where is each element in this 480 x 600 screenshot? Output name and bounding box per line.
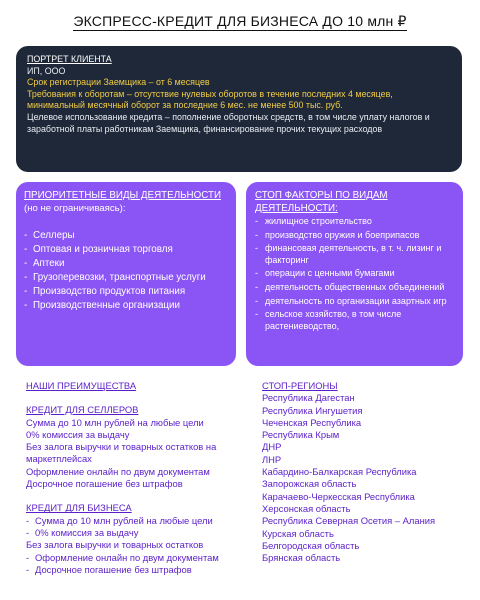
- list-item: - деятельность общественных объединений: [255, 282, 455, 293]
- list-item: - Оформление онлайн по двум документам: [26, 552, 256, 564]
- priority-activities-note: (но не ограничиваясь):: [24, 202, 126, 214]
- list-item: - Сумма до 10 млн рублей на любые цели: [26, 515, 256, 527]
- client-portrait-heading: ПОРТРЕТ КЛИЕНТА: [27, 54, 112, 64]
- list-item: Белгородская область: [262, 539, 360, 551]
- turnover-requirements: Требования к оборотам – отсутствие нулевых оборотов в течение последних 4 месяцев, минимальный месячный оборот за последние 6 мес. не менее 500 тыс. руб.: [27, 88, 393, 111]
- priority-activities-list: [24, 230, 228, 313]
- list-item: - Селлеры: [24, 230, 228, 243]
- page-title-text: ЭКСПРЕСС-КРЕДИТ ДЛЯ БИЗНЕСА ДО 10 млн ₽: [73, 13, 407, 29]
- stop-regions-column: [262, 380, 474, 564]
- list-item: - Оптовая и розничная торговля: [24, 244, 228, 257]
- list-item: Без залога выручки и товарных остатков: [26, 539, 204, 551]
- list-item: - деятельность по организации азартных игр: [255, 296, 455, 307]
- client-type: ИП, ООО: [27, 65, 66, 76]
- business-credit-heading: КРЕДИТ ДЛЯ БИЗНЕСА: [26, 502, 132, 514]
- advantages-heading: НАШИ ПРЕИМУЩЕСТВА: [26, 380, 137, 391]
- list-item: Оформление онлайн по двум документам: [26, 465, 210, 477]
- priority-activities-card: [16, 182, 236, 366]
- advantages-column: [26, 380, 256, 576]
- stop-factors-list: [255, 216, 455, 332]
- list-item: - сельское хозяйство, в том числе растениеводство,: [255, 309, 455, 332]
- registration-term: Срок регистрации Заемщика – от 6 месяцев: [27, 77, 210, 88]
- priority-activities-heading: ПРИОРИТЕТНЫЕ ВИДЫ ДЕЯТЕЛЬНОСТИ: [24, 190, 222, 201]
- list-item: - Аптеки: [24, 258, 228, 271]
- list-item: Кабардино-Балкарская Республика: [262, 466, 417, 478]
- list-item: Республика Крым: [262, 429, 340, 441]
- list-item: Карачаево-Черкесская Республика: [262, 490, 415, 502]
- list-item: Сумма до 10 млн рублей на любые цели: [26, 416, 204, 428]
- list-item: - жилищное строительство: [255, 216, 455, 227]
- stop-factors-heading: СТОП ФАКТОРЫ ПО ВИДАМ ДЕЯТЕЛЬНОСТИ:: [255, 190, 388, 214]
- loan-purpose: Целевое использование кредита – пополнение оборотных средств, в том числе уплату налогов и заработной платы работникам Заемщика, финансирование прочих текущих расходов: [27, 111, 430, 134]
- page-title: [0, 13, 480, 30]
- sellers-credit-heading: КРЕДИТ ДЛЯ СЕЛЛЕРОВ: [26, 404, 139, 416]
- list-item: Херсонская область: [262, 502, 351, 514]
- list-item: - Производственные организации: [24, 300, 228, 313]
- list-item: Республика Дагестан: [262, 392, 355, 404]
- list-item: Республика Ингушетия: [262, 404, 363, 416]
- list-item: Республика Северная Осетия – Алания: [262, 515, 436, 527]
- list-item: - Досрочное погашение без штрафов: [26, 564, 256, 576]
- client-portrait-card: [16, 46, 462, 172]
- list-item: Запорожская область: [262, 478, 357, 490]
- list-item: - Грузоперевозки, транспортные услуги: [24, 272, 228, 285]
- list-item: Чеченская Республика: [262, 416, 362, 428]
- list-item: Без залога выручки и товарных остатков на маркетплейсах: [26, 441, 217, 465]
- list-item: - Производство продуктов питания: [24, 286, 228, 299]
- list-item: Курская область: [262, 527, 334, 539]
- list-item: Досрочное погашение без штрафов: [26, 478, 183, 490]
- stop-regions-heading: СТОП-РЕГИОНЫ: [262, 380, 338, 391]
- list-item: - 0% комиссия за выдачу: [26, 527, 256, 539]
- list-item: ДНР: [262, 441, 282, 453]
- list-item: - операции с ценными бумагами: [255, 268, 455, 279]
- list-item: - производство оружия и боеприпасов: [255, 230, 455, 241]
- stop-factors-card: [246, 182, 463, 366]
- list-item: - финансовая деятельность, в т. ч. лизинг и факторинг: [255, 243, 455, 266]
- list-item: 0% комиссия за выдачу: [26, 428, 130, 440]
- list-item: Брянская область: [262, 552, 341, 564]
- list-item: ЛНР: [262, 453, 282, 465]
